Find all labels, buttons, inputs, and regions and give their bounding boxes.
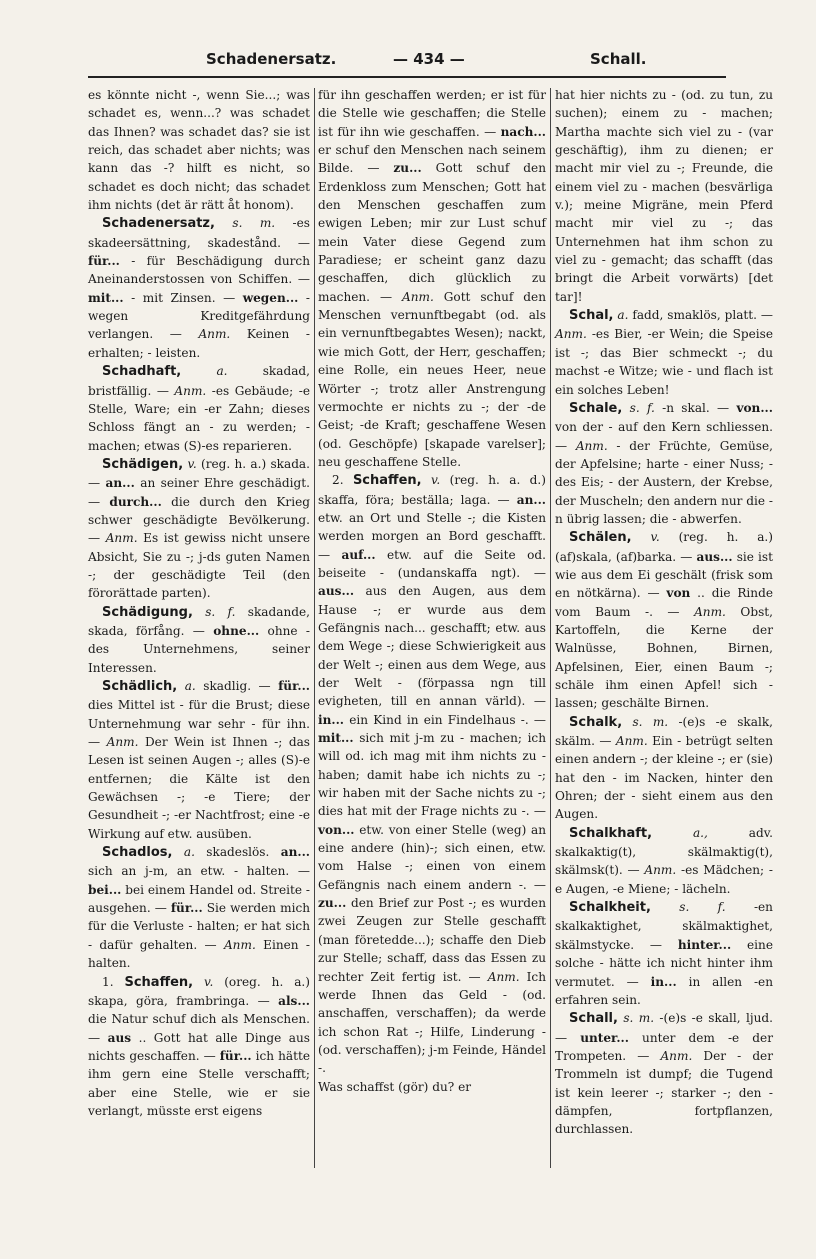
- sub-lemma: bei...: [88, 882, 122, 897]
- entry-text: Obst, Kartoffeln, die Kerne der Walnüsse, Bohnen, Birnen, Apfelsinen, Eier, einen Baum -; schäle ihm einen Apfel! sich - lassen; geschälte Birnen.: [555, 604, 773, 711]
- entry-text: -en skalkaktighet, skälmaktighet, skälmstycke. —: [555, 900, 773, 952]
- header-right-guideword: Schall.: [590, 50, 647, 68]
- entry-text: sich mit j-m zu - machen; ich will od. ich mag mit ihm nichts zu - haben; damit habe ich nichts zu -; wir haben mit der Sache nichts zu -; dies hat mit der Frage nichts zu -. —: [318, 731, 546, 819]
- annotation-label: Anm.: [575, 438, 608, 453]
- headword: Schädigung,: [102, 604, 193, 620]
- entry-text: etw. auf die Seite od. beiseite - (undanskaffa ngt). —: [318, 547, 546, 580]
- annotation-label: Anm.: [105, 531, 138, 546]
- sub-lemma: an...: [280, 845, 310, 860]
- entry-text: .. Gott hat alle Dinge aus nichts geschaffen. —: [88, 1030, 310, 1063]
- entry-continuation: [88, 86, 310, 214]
- entry-text: etw. von einer Stelle (weg) an eine andere (hin)-; sich einen, etw. vom Halse -; einen von einem Gefängnis nach einem andern -. —: [318, 822, 546, 892]
- part-of-speech: a.: [183, 845, 195, 860]
- headword: Schadenersatz,: [102, 216, 215, 232]
- entry-text: -es Bier, -er Wein; die Speise ist -; das Bier schmeckt -; du machst -e Witze; wie - und flach ist ein solches Leben!: [555, 327, 773, 397]
- sub-lemma: unter...: [580, 1030, 629, 1045]
- entry-text: aus den Augen, aus dem Hause -; er wurde aus dem Gefängnis nach... geschafft; etw. aus dem Wege -; diese Schwierigkeit aus der Welt -; einen aus dem Wege, aus der Welt - (förpassa ngn till evigheten, till en annan värld). —: [318, 584, 546, 709]
- annotation-label: Anm.: [487, 969, 520, 984]
- entry-text: sie ist wie aus dem Ei geschält (frisk som en nötkärna). —: [555, 549, 773, 601]
- entry-text: [193, 605, 205, 619]
- entry-text: -es Gebäude; -e Stelle, Ware; ein -er Zahn; dieses Schloss fängt an - zu werden; - machen; etwas (S)-es reparieren.: [88, 383, 310, 453]
- entry-text: -n skal. —: [654, 400, 737, 415]
- entry-text: - der Früchte, Gemüse, der Apfelsine; harte - einer Nuss; - des Eis; - der Austern, der Krebse, der Muscheln; den andern nur die -n übrig lassen; die - abwerfen.: [555, 438, 773, 526]
- column-divider-1: [314, 88, 315, 1168]
- entry-text: [622, 401, 629, 415]
- dictionary-entry: [555, 824, 773, 898]
- entry-text: [652, 826, 693, 840]
- dictionary-entry: [88, 677, 310, 843]
- sub-lemma: durch...: [109, 494, 162, 509]
- dictionary-entry: [88, 603, 310, 677]
- annotation-label: Anm.: [555, 327, 587, 342]
- part-of-speech: s. m.: [232, 216, 276, 231]
- entry-text: (oreg. h. a.) skapa, göra, frambringa. —: [88, 974, 310, 1008]
- dictionary-entry: [88, 973, 310, 1121]
- sub-lemma: von: [666, 586, 691, 601]
- headword: Schall,: [569, 1011, 618, 1027]
- sub-lemma: auf...: [341, 547, 376, 562]
- dictionary-entry: [555, 528, 773, 712]
- sub-lemma: in...: [318, 712, 345, 727]
- entry-text: Sie werden mich für die Verluste - halten; er hat sich - dafür gehalten. —: [88, 901, 311, 952]
- entry-continuation: [318, 1078, 546, 1096]
- entry-text: die durch den Krieg schwer geschädigte Bevölkerung. —: [88, 494, 310, 546]
- entry-text: - mit Zinsen. —: [123, 290, 243, 305]
- dictionary-entry: [88, 455, 310, 603]
- entry-text: Ein - betrügt selten einen andern -; der kleine -; er (sie) hat den - im Nacken, hinter den Ohren; der - sieht einem aus den Augen.: [555, 734, 773, 822]
- entry-text: [632, 530, 651, 544]
- sub-lemma: aus...: [696, 549, 733, 564]
- entry-text: die Natur schuf dich als Menschen. —: [88, 1012, 310, 1045]
- entry-text: 2.: [332, 473, 353, 488]
- sub-lemma: für...: [88, 254, 120, 269]
- entry-text: 1.: [102, 974, 125, 989]
- annotation-label: Anm.: [644, 863, 677, 878]
- dictionary-entry: [88, 214, 310, 362]
- part-of-speech: s. f.: [679, 900, 726, 915]
- entry-text: - für Beschädigung durch Aneinanderstossen von Schiffen. —: [88, 254, 310, 287]
- part-of-speech: v.: [204, 974, 214, 989]
- entry-text: in allen -en erfahren sein.: [555, 974, 773, 1007]
- dictionary-entry: [555, 713, 773, 824]
- part-of-speech: s. m.: [623, 1011, 655, 1026]
- part-of-speech: a.: [617, 308, 629, 323]
- entry-text: ohne - des Unternehmens, seiner Interessen.: [88, 623, 310, 675]
- headword: Schal,: [569, 308, 614, 324]
- entry-continuation: [555, 86, 773, 306]
- entry-text: unter dem -e der Trompeten. —: [555, 1030, 773, 1063]
- entry-text: [422, 473, 431, 487]
- headword: Schadlos,: [102, 845, 173, 861]
- part-of-speech: v.: [430, 473, 441, 488]
- entry-text: bei einem Handel od. Streite - ausgehen. —: [88, 882, 310, 916]
- sub-lemma: mit...: [88, 290, 124, 305]
- sub-lemma: für...: [278, 679, 310, 693]
- headword: Schadhaft,: [102, 364, 182, 380]
- dictionary-entry: [88, 362, 310, 455]
- entry-text: an seiner Ehre geschädigt. —: [88, 476, 310, 509]
- sub-lemma: in...: [650, 974, 677, 989]
- entry-text: skadad, bristfällig. —: [88, 364, 310, 398]
- page-number: — 434 —: [393, 50, 465, 68]
- entry-text: eine solche - hätte ich nicht hinter ihm vermutet. —: [555, 937, 773, 989]
- headword: Schalkheit,: [569, 900, 651, 916]
- dictionary-entry: [555, 898, 773, 1009]
- annotation-label: Anm.: [174, 383, 207, 398]
- entry-text: [193, 975, 204, 989]
- headword: Schalkhaft,: [569, 825, 653, 841]
- headword: Schaffen,: [124, 974, 194, 990]
- entry-text: Keinen - erhalten; - leisten.: [88, 327, 311, 360]
- entry-text: es könnte nicht -, wenn Sie...; was schadet es, wenn...? was schadet das Ihnen? was schadet das? sie ist reich, das schadet aber nichts; was kann das -? hilft es nicht, so schadet es doch nicht; das schadet ihm nichts (det är rätt åt honom).: [88, 88, 310, 213]
- sub-lemma: für...: [219, 1048, 252, 1063]
- annotation-label: Anm.: [198, 327, 231, 342]
- entry-text: [622, 715, 632, 729]
- headword: Schalk,: [569, 714, 623, 730]
- entry-text: Was schaffst (gör) du? er: [318, 1079, 472, 1094]
- entry-text: ich hätte ihm gern eine Stelle verschafft; aber eine Stelle, wie er sie verlangt, müsste erst eigens: [88, 1048, 310, 1118]
- sub-lemma: als...: [278, 993, 310, 1008]
- entry-text: dies Mittel ist - für die Brust; diese Unternehmung war sehr - für ihn. —: [88, 698, 310, 750]
- part-of-speech: s. f.: [629, 400, 655, 415]
- entry-text: [177, 679, 184, 693]
- annotation-label: Anm.: [694, 604, 726, 619]
- dictionary-entry: [88, 843, 310, 972]
- annotation-label: Anm.: [615, 734, 648, 749]
- entry-text: für ihn geschaffen werden; er ist für die Stelle wie geschaffen; die Stelle ist für ihn wie geschaffen. —: [318, 88, 546, 139]
- sub-lemma: zu...: [318, 896, 347, 911]
- part-of-speech: a.: [184, 679, 196, 693]
- headword: Schälen,: [569, 530, 632, 546]
- part-of-speech: a.,: [692, 825, 708, 840]
- sub-lemma: für...: [170, 901, 203, 916]
- sub-lemma: aus...: [318, 584, 355, 599]
- part-of-speech: v.: [650, 530, 660, 545]
- dictionary-entry: [555, 399, 773, 528]
- part-of-speech: v.: [187, 456, 197, 471]
- entry-text: er schuf den Menschen nach seinem Bilde. —: [318, 143, 546, 176]
- sub-lemma: zu...: [393, 161, 422, 176]
- column-divider-2: [550, 88, 551, 1168]
- entry-text: Ich werde Ihnen das Geld - (od. anschaffen, verschaffen); da werde ich schon Rat -; Hilfe, Linderung - (od. verschaffen); j-m Feinde, Händel -.: [318, 969, 546, 1076]
- part-of-speech: s. m.: [632, 714, 669, 729]
- entry-text: Der Wein ist Ihnen -; das Lesen ist seinen Augen -; alles (S)-e entfernen; die Kälte ist den Gewächsen -; -e Tiere; der Gesundheit -; -er Nachtfrost; eine -e Wirkung auf etw. ausüben.: [88, 735, 310, 841]
- sub-lemma: mit...: [318, 731, 354, 746]
- entry-text: -(e)s -e skall, ljud. —: [555, 1011, 773, 1045]
- entry-text: den Brief zur Post -; es wurden zwei Zeugen zur Stelle geschafft (man företedde...); schaffe den Dieb zur Stelle; schaff, dass das Essen zu rechter Zeit fertig ist. —: [318, 896, 546, 984]
- annotation-label: Anm.: [223, 937, 256, 952]
- sub-lemma: hinter...: [677, 937, 732, 952]
- entry-text: skadeslös.: [194, 845, 281, 860]
- entry-text: von der - auf den Kern schliessen. —: [555, 420, 773, 453]
- entry-text: Gott schuf den Menschen vernunftbegabt (od. als ein vernunftbegabtes Wesen); nackt, wie mich Gott, der Herr, geschaffen; eine Rolle, ein neues Heer, neue Wörter -; trotz aller Anstrengung vermochte er nichts zu -; der -de Geist; -de Kraft; geschaffene Wesen (od. Geschöpfe) [skapade varelser]; neu geschaffene Stelle.: [318, 289, 546, 469]
- entry-text: -es Mädchen; -e Augen, -e Miene; - lächeln.: [555, 863, 773, 896]
- headword: Schale,: [569, 400, 623, 416]
- sub-lemma: nach...: [500, 124, 546, 139]
- entry-text: -es skadeersättning, skadestånd. —: [88, 216, 310, 250]
- dictionary-entry: [555, 1009, 773, 1138]
- entry-text: sich an j-m, an etw. - halten. —: [88, 864, 310, 879]
- entry-text: fadd, smaklös, platt. —: [628, 308, 773, 323]
- entry-text: [172, 845, 183, 859]
- part-of-speech: a.: [216, 364, 228, 379]
- dictionary-entry: [318, 471, 546, 1077]
- entry-text: -(e)s -e skalk, skälm. —: [555, 714, 773, 749]
- sub-lemma: wegen...: [242, 290, 299, 305]
- sub-lemma: aus: [107, 1030, 132, 1045]
- sub-lemma: von...: [318, 822, 355, 837]
- entry-text: (reg. h. a. d.) skaffa, föra; beställa; laga. —: [318, 473, 546, 507]
- entry-text: [651, 900, 679, 914]
- running-header: [88, 42, 726, 78]
- sub-lemma: an...: [516, 492, 546, 507]
- part-of-speech: s. f.: [205, 604, 236, 619]
- dictionary-column-3: [555, 86, 773, 1139]
- entry-text: [181, 364, 216, 378]
- entry-text: adv. skalkaktig(t), skälmaktig(t), skälmsk(t). —: [555, 825, 773, 878]
- entry-text: Einen - halten.: [88, 937, 310, 971]
- entry-text: (reg. h. a.) (af)skala, (af)barka. —: [555, 530, 773, 564]
- headword: Schädlich,: [102, 679, 178, 694]
- entry-text: hat hier nichts zu - (od. zu tun, zu suchen); einem zu - machen; Martha machte sich viel zu - (var geschäftig), ihm zu dienen; er macht mir viel zu -; Freunde, die einem viel zu - machen (besvärliga v.); meine Migräne, mein Pferd macht mir viel zu -; das Unternehmen hat ihm schon zu viel zu - gemacht; das schafft (das bringt die Arbeit vorwärts) [det tar]!: [555, 88, 773, 304]
- entry-text: Gott schuf den Erdenkloss zum Menschen; Gott hat den Menschen geschaffen zum ewigen Leben; mir zur Lust schuf mein Vater diese Gegend zum Paradiese; er scheint ganz dazu geschaffen, dich glücklich zu machen. —: [318, 161, 546, 304]
- header-left-guideword: Schadenersatz.: [206, 50, 337, 68]
- headword: Schädigen,: [102, 456, 184, 472]
- dictionary-column-1: [88, 86, 310, 1120]
- sub-lemma: an...: [105, 476, 135, 491]
- entry-text: Es ist gewiss nicht unsere Absicht, Sie zu -; j-ds guten Namen -; der geschädigte Teil (den förorättade parten).: [88, 531, 310, 601]
- entry-text: - wegen Kreditgefährdung verlangen. —: [88, 290, 310, 342]
- annotation-label: Anm.: [401, 289, 434, 304]
- entry-text: ein Kind in ein Findelhaus -. —: [344, 712, 546, 727]
- sub-lemma: von...: [736, 400, 773, 415]
- entry-text: skadande, skada, förfång. —: [88, 604, 310, 638]
- entry-text: .. die Rinde vom Baum -. —: [555, 586, 773, 619]
- dictionary-entry: [555, 306, 773, 399]
- entry-text: skadlig. —: [195, 679, 279, 693]
- annotation-label: Anm.: [106, 735, 139, 750]
- entry-text: Der - der Trommeln ist dumpf; die Tugend ist kein leerer -; starker -; den - dämpfen, fortpflanzen, durchlassen.: [555, 1048, 773, 1137]
- entry-text: etw. an Ort und Stelle -; die Kisten werden morgen an Bord geschafft. —: [318, 510, 546, 562]
- entry-text: (reg. h. a.) skada. —: [88, 456, 310, 491]
- sub-lemma: ohne...: [213, 623, 260, 638]
- entry-continuation: [318, 86, 546, 471]
- entry-text: [215, 216, 232, 230]
- annotation-label: Anm.: [660, 1048, 693, 1063]
- dictionary-column-2: [318, 86, 546, 1096]
- headword: Schaffen,: [352, 473, 422, 489]
